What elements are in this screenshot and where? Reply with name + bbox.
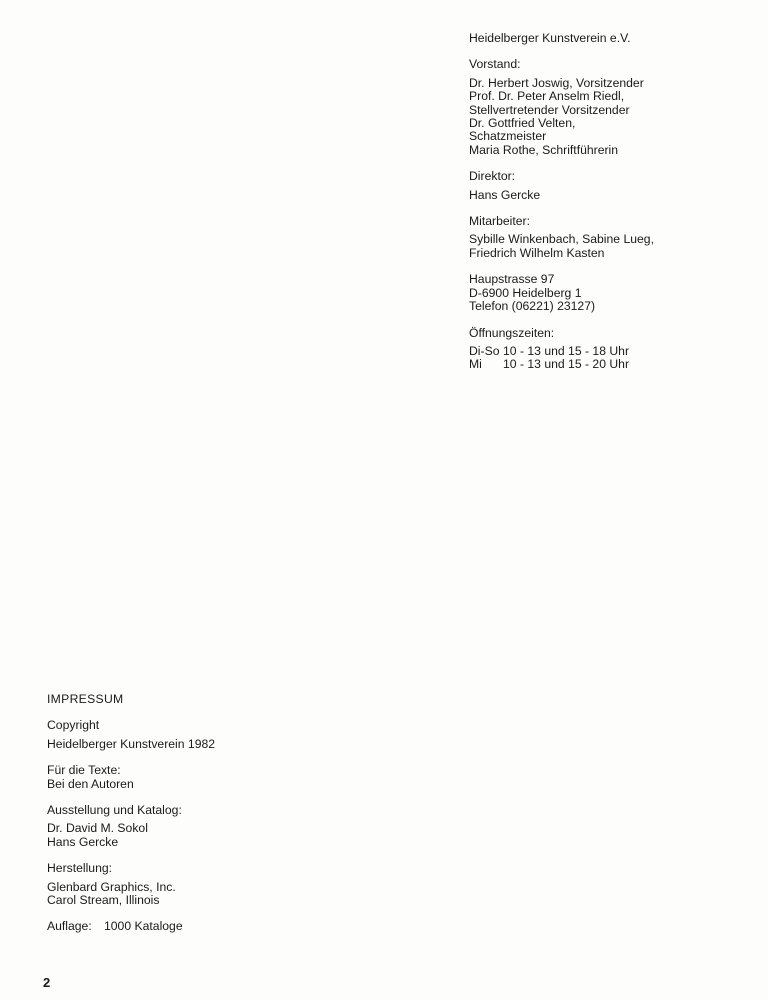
mitarbeiter-section <box>469 215 759 260</box>
vorstand-section <box>469 58 759 157</box>
address-line: Haupstrasse 97 <box>469 272 555 287</box>
address-section <box>469 273 759 313</box>
vorstand-line: Stellvertretender Vorsitzender <box>469 102 630 117</box>
herstellung-section <box>47 862 347 907</box>
ausstellung-name: Dr. David M. Sokol <box>47 821 148 836</box>
vorstand-line: Dr. Gottfried Velten, <box>469 116 576 131</box>
opening-hours-label: Öffnungszeiten: <box>469 325 555 340</box>
phone-line: Telefon (06221) 23127) <box>469 299 596 314</box>
vorstand-label: Vorstand: <box>469 57 521 72</box>
texte-section <box>47 764 347 791</box>
mitarbeiter-line: Sybille Winkenbach, Sabine Lueg, <box>469 232 654 247</box>
mitarbeiter-list <box>469 233 759 260</box>
ausstellung-label: Ausstellung und Katalog: <box>47 803 182 818</box>
opening-hours-section <box>469 327 759 372</box>
opening-hours-times: 10 - 13 und 15 - 20 Uhr <box>503 357 630 372</box>
vorstand-list <box>469 77 759 157</box>
page-number: 2 <box>43 975 51 990</box>
copyright-holder: Heidelberger Kunstverein 1982 <box>47 736 216 751</box>
opening-hours-row <box>469 358 759 371</box>
texte-value: Bei den Autoren <box>47 776 134 791</box>
address-line: D-6900 Heidelberg 1 <box>469 285 582 300</box>
herstellung-label: Herstellung: <box>47 861 113 876</box>
mitarbeiter-line: Friedrich Wilhelm Kasten <box>469 245 605 260</box>
herstellung-list <box>47 881 347 908</box>
ausstellung-name: Hans Gercke <box>47 834 119 849</box>
vorstand-line: Maria Rothe, Schriftführerin <box>469 142 619 157</box>
texte-label: Für die Texte: <box>47 763 121 778</box>
direktor-list <box>469 189 759 202</box>
mitarbeiter-label: Mitarbeiter: <box>469 214 530 229</box>
direktor-section <box>469 170 759 202</box>
copyright-section <box>47 719 347 751</box>
ausstellung-section <box>47 804 347 849</box>
impressum-heading: IMPRESSUM <box>47 692 124 706</box>
direktor-label: Direktor: <box>469 169 516 184</box>
opening-hours-days: Mi <box>469 357 482 372</box>
herstellung-line: Glenbard Graphics, Inc. <box>47 879 176 894</box>
opening-hours-row <box>469 345 759 358</box>
auflage-value: 1000 Kataloge <box>104 919 183 934</box>
ausstellung-list <box>47 822 347 849</box>
impressum <box>47 693 347 934</box>
copyright-list <box>47 738 347 751</box>
opening-hours-table <box>469 345 759 372</box>
opening-hours-times: 10 - 13 und 15 - 18 Uhr <box>503 343 630 358</box>
organization-info <box>469 32 759 372</box>
herstellung-line: Carol Stream, Illinois <box>47 893 160 908</box>
direktor-name: Hans Gercke <box>469 187 541 202</box>
vorstand-line: Schatzmeister <box>469 129 547 144</box>
organization-name: Heidelberger Kunstverein e.V. <box>469 31 631 45</box>
auflage-label: Auflage: <box>47 919 92 934</box>
opening-hours-days: Di-So <box>469 343 500 358</box>
vorstand-line: Dr. Herbert Joswig, Vorsitzender <box>469 75 644 90</box>
auflage-row <box>47 920 347 933</box>
copyright-label: Copyright <box>47 718 100 733</box>
vorstand-line: Prof. Dr. Peter Anselm Riedl, <box>469 89 625 104</box>
